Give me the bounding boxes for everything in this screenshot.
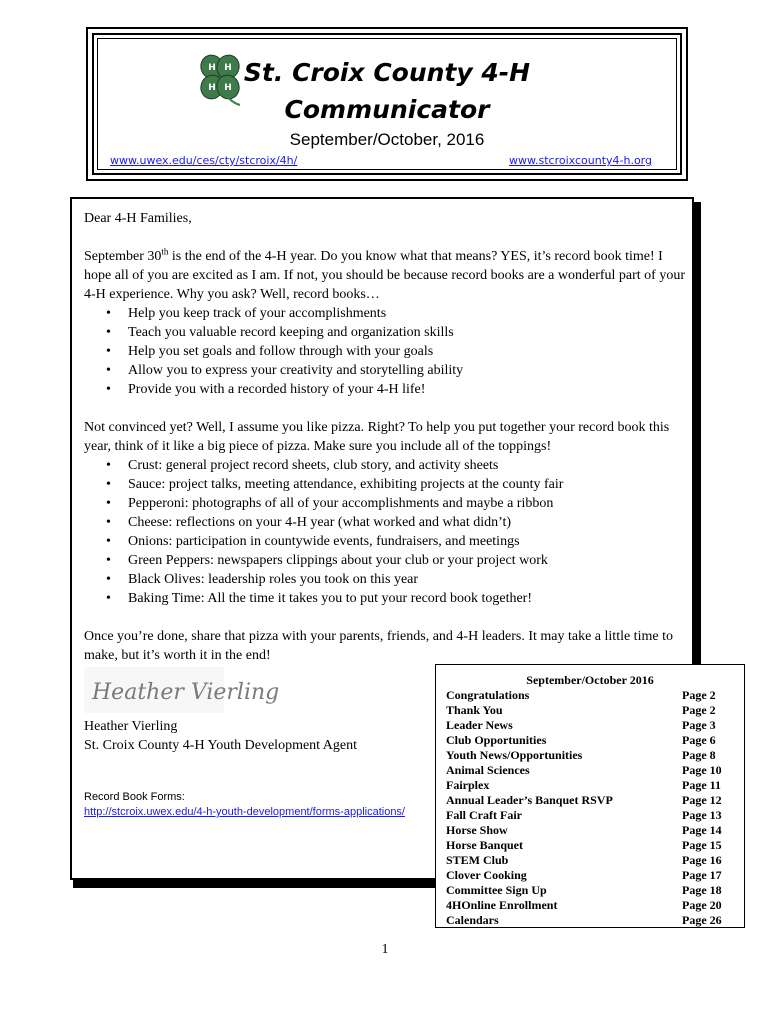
signature-image bbox=[84, 667, 280, 713]
list-item: • Cheese: reflections on your 4-H year (what worked and what didn’t) bbox=[128, 513, 689, 532]
toc-item-name: Leader News bbox=[446, 718, 513, 732]
signature-block bbox=[84, 717, 357, 755]
clover-letter: H bbox=[208, 63, 216, 73]
toc-item-name: Horse Show bbox=[446, 823, 508, 837]
toc-item-name: Thank You bbox=[446, 703, 503, 717]
toc-item-page: Page 14 bbox=[682, 823, 722, 837]
toc-item-page: Page 15 bbox=[682, 838, 722, 852]
list-item: • Crust: general project record sheets, club story, and activity sheets bbox=[128, 456, 689, 475]
toc-item-page: Page 3 bbox=[682, 718, 716, 732]
list-item: • Allow you to express your creativity and storytelling ability bbox=[128, 361, 689, 380]
toc-item-page: Page 2 bbox=[682, 688, 716, 702]
list-item: • Onions: participation in countywide events, fundraisers, and meetings bbox=[128, 532, 689, 551]
toc-row[interactable] bbox=[446, 688, 730, 703]
extension-website-link[interactable]: www.uwex.edu/ces/cty/stcroix/4h/ bbox=[110, 154, 298, 167]
newsletter-title-line2: Communicator bbox=[284, 95, 490, 124]
toc-item-name: Fall Craft Fair bbox=[446, 808, 522, 822]
toc-item-name: Annual Leader’s Banquet RSVP bbox=[446, 793, 613, 807]
toc-row[interactable] bbox=[446, 808, 730, 823]
toc-item-name: Animal Sciences bbox=[446, 763, 530, 777]
toc-item-page: Page 26 bbox=[682, 913, 722, 927]
toc-row[interactable] bbox=[446, 748, 730, 763]
toc-item-name: Calendars bbox=[446, 913, 499, 927]
list-item: • Black Olives: leadership roles you took on this year bbox=[128, 570, 689, 589]
toc-item-page: Page 2 bbox=[682, 703, 716, 717]
toc-item-page: Page 16 bbox=[682, 853, 722, 867]
record-book-forms-label: Record Book Forms: bbox=[84, 791, 185, 803]
toc-row[interactable] bbox=[446, 763, 730, 778]
toc-item-page: Page 6 bbox=[682, 733, 716, 747]
masthead bbox=[86, 27, 688, 181]
toc-item-name: Horse Banquet bbox=[446, 838, 524, 852]
letter-body bbox=[84, 209, 689, 665]
list-item: • Green Peppers: newspapers clippings about your club or your project work bbox=[128, 551, 689, 570]
clover-letter: H bbox=[224, 63, 232, 73]
toc-row[interactable] bbox=[446, 703, 730, 718]
toc-item-page: Page 18 bbox=[682, 883, 722, 897]
toc-item-name: Youth News/Opportunities bbox=[446, 748, 583, 762]
toc-row[interactable] bbox=[446, 883, 730, 898]
toc-item-name: Fairplex bbox=[446, 778, 490, 792]
toc-row[interactable] bbox=[446, 913, 730, 928]
toc-row[interactable] bbox=[446, 838, 730, 853]
toc-item-name: Committee Sign Up bbox=[446, 883, 547, 897]
page-number: 1 bbox=[381, 942, 389, 957]
toc-item-page: Page 11 bbox=[682, 778, 721, 792]
letter-paragraph-2: Not convinced yet? Well, I assume you like pizza. Right? To help you put together your record book this year, think of it like a big piece of pizza. Make sure you include all of the toppings! bbox=[84, 420, 670, 454]
agent-title: St. Croix County 4-H Youth Development Agent bbox=[84, 738, 358, 753]
toc-item-page: Page 10 bbox=[682, 763, 722, 777]
list-item: • Help you set goals and follow through with your goals bbox=[128, 342, 689, 361]
toc-row[interactable] bbox=[446, 823, 730, 838]
issue-date: September/October, 2016 bbox=[289, 130, 485, 149]
masthead-border bbox=[92, 33, 682, 175]
toc-item-name: Clover Cooking bbox=[446, 868, 527, 882]
toc-row[interactable] bbox=[446, 853, 730, 868]
list-item: • Pepperoni: photographs of all of your accomplishments and maybe a ribbon bbox=[128, 494, 689, 513]
toc-item-page: Page 17 bbox=[682, 868, 722, 882]
toc-row[interactable] bbox=[446, 778, 730, 793]
record-book-forms-link[interactable]: http://stcroix.uwex.edu/4-h-youth-development/forms-applications/ bbox=[84, 806, 405, 818]
toc-row[interactable] bbox=[446, 793, 730, 808]
toc-row[interactable] bbox=[446, 868, 730, 883]
letter-greeting: Dear 4-H Families, bbox=[84, 211, 192, 226]
svg-text:Heather Vierling: Heather Vierling bbox=[92, 680, 280, 705]
list-item: • Help you keep track of your accomplishments bbox=[128, 304, 689, 323]
county-4h-website-link[interactable]: www.stcroixcounty4-h.org bbox=[509, 154, 652, 167]
clover-letter: H bbox=[224, 83, 232, 93]
table-of-contents bbox=[435, 664, 745, 928]
list-item: • Sauce: project talks, meeting attendance, exhibiting projects at the county fair bbox=[128, 475, 689, 494]
pizza-toppings-list bbox=[84, 456, 689, 608]
toc-item-name: Club Opportunities bbox=[446, 733, 547, 747]
toc-item-name: STEM Club bbox=[446, 853, 509, 867]
list-item: • Provide you with a recorded history of your 4-H life! bbox=[128, 380, 689, 399]
toc-item-name: 4HOnline Enrollment bbox=[446, 898, 558, 912]
toc-row[interactable] bbox=[446, 898, 730, 913]
clover-letter: H bbox=[208, 83, 216, 93]
toc-title: September/October 2016 bbox=[526, 673, 654, 687]
list-item: • Baking Time: All the time it takes you to put your record book together! bbox=[128, 589, 689, 608]
toc-item-page: Page 13 bbox=[682, 808, 722, 822]
toc-item-page: Page 12 bbox=[682, 793, 722, 807]
toc-item-page: Page 8 bbox=[682, 748, 716, 762]
record-book-benefits-list bbox=[84, 304, 689, 399]
toc-row[interactable] bbox=[446, 718, 730, 733]
letter-paragraph-1: September 30th is the end of the 4-H year. Do you know what that means? YES, it’s record book time! I hope all of you are excited as I am. If not, you should be because record books are a wonderful part of your 4-H experience. Why you ask? Well, record books… bbox=[84, 246, 686, 302]
toc-row[interactable] bbox=[446, 733, 730, 748]
letter-paragraph-3: Once you’re done, share that pizza with your parents, friends, and 4-H leaders. It may take a little time to make, but it’s worth it in the end! bbox=[84, 629, 673, 663]
agent-name: Heather Vierling bbox=[84, 719, 178, 734]
toc-item-name: Congratulations bbox=[446, 688, 530, 702]
list-item: • Teach you valuable record keeping and organization skills bbox=[128, 323, 689, 342]
toc-item-page: Page 20 bbox=[682, 898, 722, 912]
newsletter-title-line1: St. Croix County 4-H bbox=[243, 58, 531, 87]
